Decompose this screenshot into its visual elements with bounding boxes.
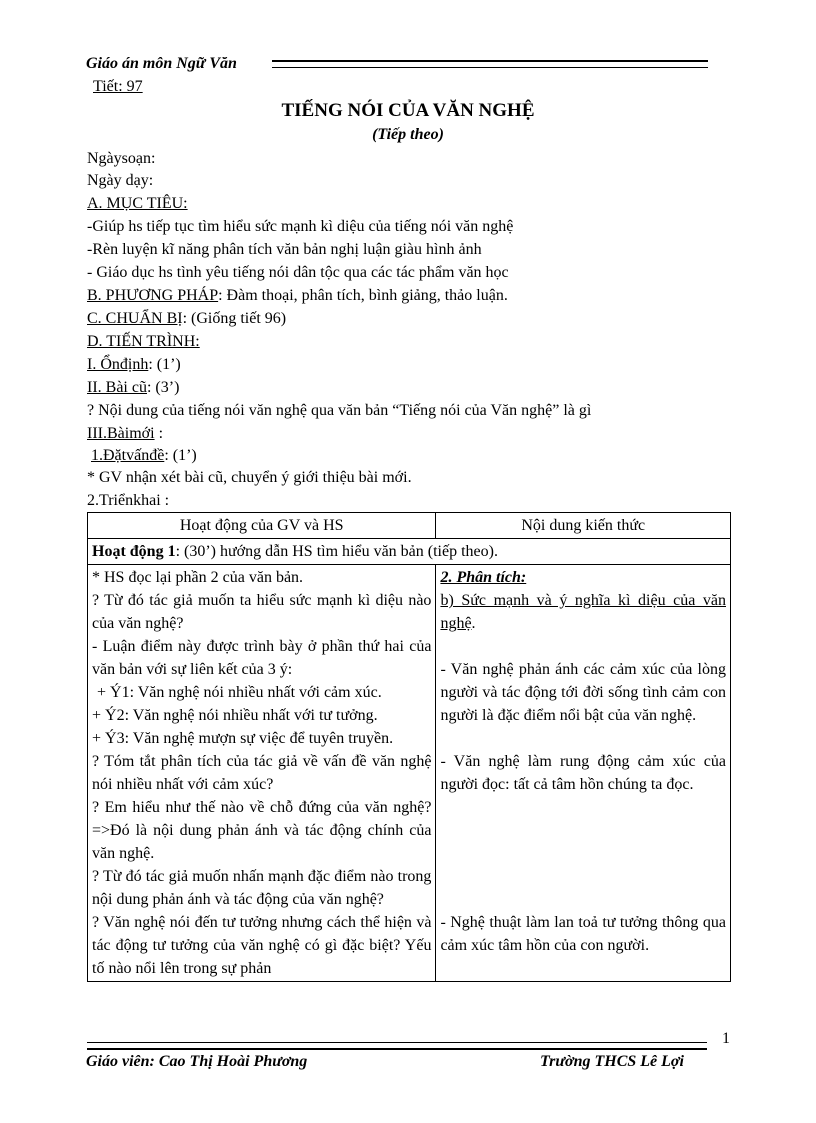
content-row — [88, 565, 731, 982]
table-header-row — [88, 513, 731, 539]
left-line: ? Tóm tắt phân tích của tác giả về vấn đề văn nghệ nói nhiều nhất với cảm xúc? — [92, 753, 432, 793]
page-number: 1 — [722, 1030, 730, 1047]
step-i — [87, 354, 181, 376]
step-1-note: * GV nhận xét bài cũ, chuyển ý giới thiệu bài mới. — [87, 469, 412, 486]
step-2-heading: 2.Triểnkhai : — [87, 492, 170, 509]
analysis-subheading — [440, 589, 726, 635]
section-d-heading: D. TIẾN TRÌNH: — [87, 333, 200, 350]
step-1-heading: 1.Đặtvấnđề — [91, 447, 165, 464]
analysis-subheading-text: b) Sức mạnh và ý nghĩa kì diệu của văn nghệ — [440, 592, 726, 632]
step-1-text: : (1’) — [164, 447, 197, 464]
step-ii-text: : (3’) — [146, 379, 180, 396]
spacer — [440, 635, 726, 658]
step-i-heading: I. Ổnđịnh — [87, 356, 149, 373]
activity-label: Hoạt động 1 — [92, 543, 176, 560]
teacher-student-activities — [88, 565, 436, 982]
section-b-text: : Đàm thoại, phân tích, bình giảng, thảo luận. — [218, 287, 508, 304]
section-b — [87, 285, 508, 307]
left-line: ? Văn nghệ nói đến tư tưởng nhưng cách thể hiện và tác động tư tưởng của văn nghệ có gì đặc biệt? Yếu tố nào nổi lên trong sự phản — [92, 914, 432, 977]
step-ii-heading: II. Bài cũ — [87, 379, 147, 396]
section-a-heading: A. MỤC TIÊU: — [87, 195, 188, 212]
step-iii — [87, 423, 163, 445]
section-a-item: - Giáo dục hs tình yêu tiếng nói dân tộc qua các tác phẩm văn học — [87, 264, 509, 281]
left-line: + Ý2: Văn nghệ nói nhiều nhất với tư tưởng. — [92, 707, 378, 724]
left-line: + Ý1: Văn nghệ nói nhiều nhất với cảm xúc. — [97, 684, 382, 701]
left-line: + Ý3: Văn nghệ mượn sự việc để tuyên truyền. — [92, 730, 394, 747]
spacer — [440, 727, 726, 750]
footer-school: Trường THCS Lê Lợi — [540, 1053, 684, 1070]
footer-rule — [87, 1042, 707, 1050]
section-a-item: -Rèn luyện kĩ năng phân tích văn bản nghị luận giàu hình ảnh — [87, 241, 482, 258]
activity-row — [88, 539, 731, 565]
knowledge-content — [436, 565, 731, 982]
section-c-heading: C. CHUẨN BỊ — [87, 310, 183, 327]
document-header-subject: Giáo án môn Ngữ Văn — [86, 55, 237, 72]
table-col2-header: Nội dung kiến thức — [436, 513, 731, 539]
step-ii — [87, 377, 179, 399]
left-line: - Luận điểm này được trình bày ở phần thứ hai của văn bản với sự liên kết của 3 ý: — [92, 638, 432, 678]
left-line: ? Em hiểu như thế nào về chỗ đứng của văn nghệ? =>Đó là nội dung phản ánh và tác động chính của văn nghệ. — [92, 799, 432, 862]
step-iii-text: : — [154, 425, 164, 442]
step-1 — [91, 445, 197, 467]
right-point: - Văn nghệ phản ánh các cảm xúc của lòng người và tác động tới đời sống tình cảm con người là đặc điểm nổi bật của văn nghệ. — [440, 661, 726, 724]
section-c-text: : (Giống tiết 96) — [182, 310, 287, 327]
analysis-subheading-end: . — [471, 615, 476, 632]
table-col1-header: Hoạt động của GV và HS — [88, 513, 436, 539]
left-line: * HS đọc lại phần 2 của văn bản. — [92, 569, 304, 586]
right-point: - Nghệ thuật làm lan toả tư tưởng thông qua cảm xúc tâm hồn của con người. — [440, 914, 726, 954]
spacer — [440, 796, 726, 911]
section-b-heading: B. PHƯƠNG PHÁP — [87, 287, 219, 304]
activity-cell — [88, 539, 731, 565]
review-question: ? Nội dung của tiếng nói văn nghệ qua văn bản “Tiếng nói của Văn nghệ” là gì — [87, 402, 592, 419]
ngay-soan: Ngàysoạn: — [87, 150, 156, 167]
page-title: TIẾNG NÓI CỦA VĂN NGHỆ — [281, 100, 535, 121]
activity-text: : (30’) hướng dẫn HS tìm hiểu văn bản (tiếp theo). — [175, 543, 498, 560]
left-line: ? Từ đó tác giả muốn nhấn mạnh đặc điểm nào trong nội dung phản ánh và tác động của văn nghệ? — [92, 868, 432, 908]
page-subtitle: (Tiếp theo) — [372, 126, 444, 143]
right-point: - Văn nghệ làm rung động cảm xúc của người đọc: tất cả tâm hồn chúng ta đọc. — [440, 753, 726, 793]
section-c — [87, 308, 286, 330]
left-line: ? Từ đó tác giả muốn ta hiểu sức mạnh kì diệu nào của văn nghệ? — [92, 592, 432, 632]
analysis-heading: 2. Phân tích: — [440, 569, 527, 586]
step-iii-heading: III.Bàimới — [87, 425, 155, 442]
ngay-day: Ngày dạy: — [87, 172, 154, 189]
section-a-item: -Giúp hs tiếp tục tìm hiểu sức mạnh kì diệu của tiếng nói văn nghệ — [87, 218, 514, 235]
footer-teacher: Giáo viên: Cao Thị Hoài Phương — [86, 1053, 308, 1070]
lesson-number: Tiết: 97 — [93, 78, 143, 95]
activity-table — [87, 512, 731, 982]
header-rule — [272, 60, 708, 68]
step-i-text: : (1’) — [148, 356, 181, 373]
